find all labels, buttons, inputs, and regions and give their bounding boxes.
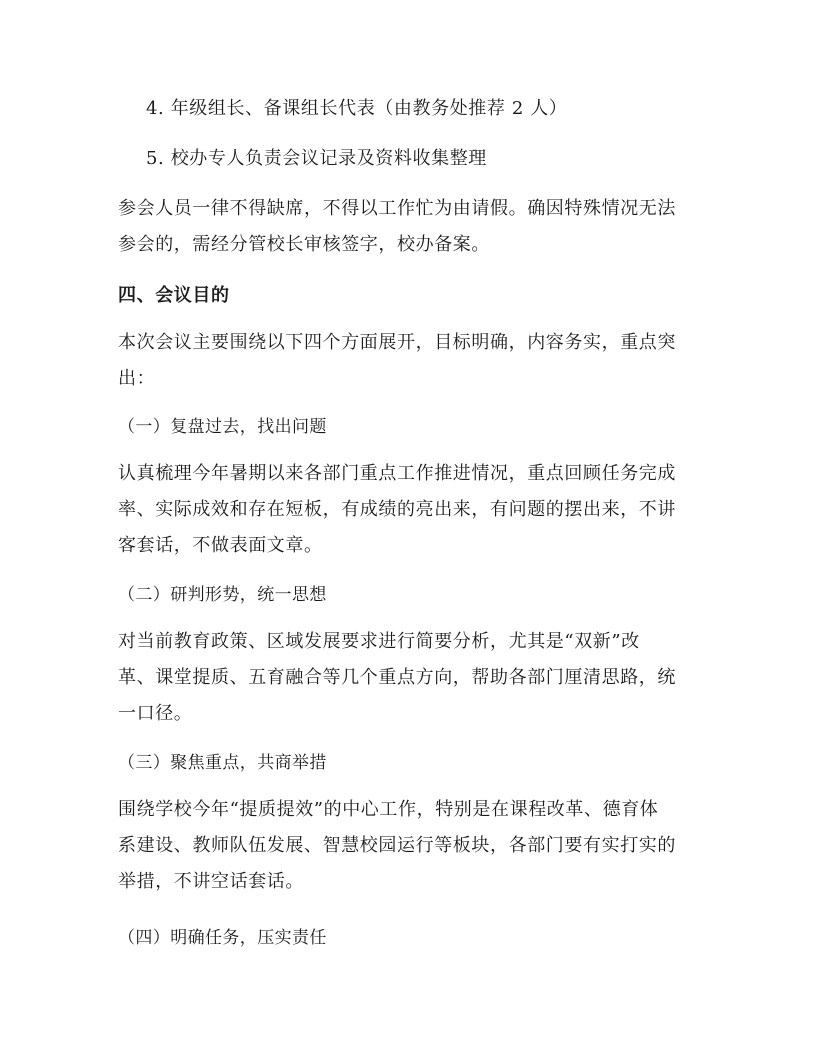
paragraph-line: 率、实际成效和存在短板，有成绩的亮出来，有问题的摆出来，不讲	[118, 499, 676, 520]
paragraph-line: 参会人员一律不得缺席，不得以工作忙为由请假。确因特殊情况无法	[118, 198, 676, 219]
paragraph-line: 系建设、教师队伍发展、智慧校园运行等板块，各部门要有实打实的	[118, 835, 676, 856]
subsection-title: （二）研判形势，统一思想	[118, 585, 327, 605]
paragraph-line: 一口径。	[118, 703, 193, 724]
paragraph-line: 出：	[118, 368, 156, 389]
paragraph-line: 本次会议主要围绕以下四个方面展开，目标明确，内容务实，重点突	[118, 332, 676, 353]
paragraph-line: 革、课堂提质、五育融合等几个重点方向，帮助各部门厘清思路，统	[118, 667, 676, 688]
section-heading: 四、会议目的	[118, 285, 230, 306]
paragraph-line: 围绕学校今年“提质提效”的中心工作，特别是在课程改革、德育体	[118, 799, 659, 820]
paragraph-line: 客套话，不做表面文章。	[118, 535, 323, 556]
paragraph-line: 参会的，需经分管校长审核签字，校办备案。	[118, 234, 490, 255]
paragraph-line: 对当前教育政策、区域发展要求进行简要分析，尤其是“双新”改	[118, 631, 640, 652]
subsection-title: （三）聚焦重点，共商举措	[118, 753, 327, 773]
paragraph-line: 举措，不讲空话套话。	[118, 871, 304, 892]
paragraph-line: 认真梳理今年暑期以来各部门重点工作推进情况，重点回顾任务完成	[118, 463, 676, 484]
subsection-title: （一）复盘过去，找出问题	[118, 417, 327, 437]
list-item: 4. 年级组长、备课组长代表（由教务处推荐 2 人）	[146, 98, 568, 119]
list-item: 5. 校办专人负责会议记录及资料收集整理	[146, 148, 487, 169]
subsection-title: （四）明确任务，压实责任	[118, 928, 327, 948]
